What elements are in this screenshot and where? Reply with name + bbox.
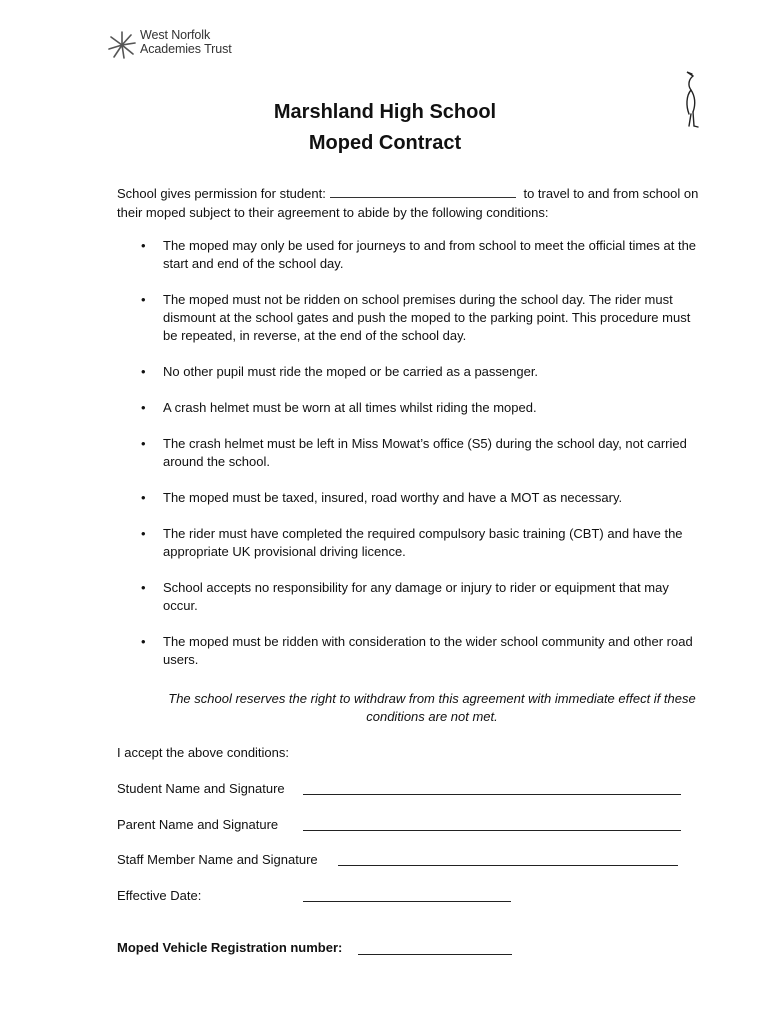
list-item: • No other pupil must ride the moped or be carried as a passenger. <box>117 363 707 381</box>
intro-paragraph <box>117 184 707 222</box>
student-signature-label: Student Name and Signature <box>117 781 285 796</box>
intro-text-end: to travel to and from school on their moped subject to their agreement to abide by the following conditions: <box>117 186 699 220</box>
title-school: Marshland High School <box>273 101 497 123</box>
intro-text-start: School gives permission for student: <box>117 186 326 201</box>
logo-line-2: Academies Trust <box>140 42 232 56</box>
list-item: • The moped may only be used for journeys to and from school to meet the official times at the start and end of the school day. <box>117 237 707 273</box>
accept-statement: I accept the above conditions: <box>117 745 290 760</box>
trust-logo <box>107 28 267 62</box>
staff-signature-label: Staff Member Name and Signature <box>117 852 318 867</box>
list-item: • The moped must not be ridden on school premises during the school day. The rider must dismount at the school gates and push the moped to the parking point. This procedure must be repeated, in reverse, at the end of the school day. <box>117 291 707 345</box>
staff-signature-line[interactable] <box>338 864 678 866</box>
star-burst-logo-icon <box>107 30 137 60</box>
student-signature-line[interactable] <box>303 793 681 795</box>
list-item: • A crash helmet must be worn at all times whilst riding the moped. <box>117 399 707 417</box>
document-title <box>0 97 770 159</box>
conditions-list <box>117 237 707 687</box>
list-item: • The rider must have completed the required compulsory basic training (CBT) and have the appropriate UK provisional driving licence. <box>117 525 707 561</box>
list-item: • The moped must be ridden with consideration to the wider school community and other road users. <box>117 633 707 669</box>
list-item: • The crash helmet must be left in Miss Mowat’s office (S5) during the school day, not carried around the school. <box>117 435 707 471</box>
student-name-blank <box>330 185 516 198</box>
effective-date-label: Effective Date: <box>117 888 202 903</box>
registration-label: Moped Vehicle Registration number: <box>117 940 343 955</box>
list-item: • The moped must be taxed, insured, road worthy and have a MOT as necessary. <box>117 489 707 507</box>
list-item: • School accepts no responsibility for any damage or injury to rider or equipment that may occur. <box>117 579 707 615</box>
withdrawal-notice: The school reserves the right to withdraw from this agreement with immediate effect if these conditions are not met. <box>168 691 696 724</box>
logo-line-1: West Norfolk <box>140 28 211 42</box>
logo-text <box>140 28 232 56</box>
effective-date-line[interactable] <box>303 900 511 902</box>
registration-number-line[interactable] <box>358 953 512 955</box>
parent-signature-line[interactable] <box>303 829 681 831</box>
title-contract: Moped Contract <box>308 132 462 154</box>
parent-signature-label: Parent Name and Signature <box>117 817 279 832</box>
